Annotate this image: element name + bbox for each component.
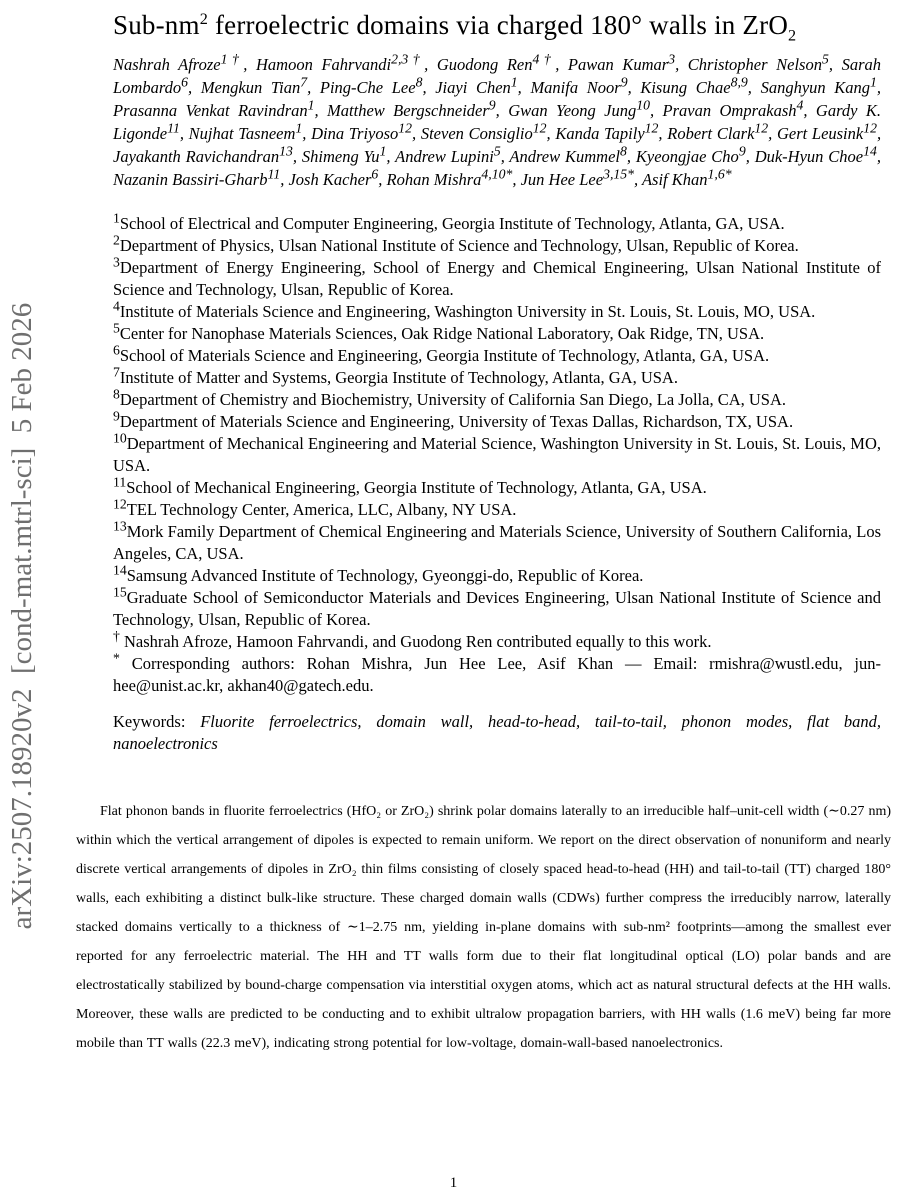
author-affiliation-marker: 1 bbox=[307, 97, 315, 113]
author-affiliation-marker: 12 bbox=[398, 120, 413, 136]
affiliation-number: 2 bbox=[113, 232, 120, 248]
author-affiliation-marker: 9 bbox=[488, 97, 496, 113]
author-name: Manifa Noor$^9$ bbox=[530, 74, 628, 97]
author-affiliation-marker: 6 bbox=[181, 74, 189, 90]
affiliation-item: $^{11}$School of Mechanical Engineering, Georgia Institute of Technology, Atlanta, GA, USA. bbox=[113, 474, 707, 497]
affiliation-item: $^9$Department of Materials Science and Engineering, University of Texas Dallas, Richardson, TX, USA. bbox=[113, 408, 794, 431]
author-affiliation-marker: 8,9 bbox=[730, 74, 748, 90]
affiliation-item: $^4$Institute of Materials Science and Engineering, Washington University in St. Louis, St. Louis, MO, USA. bbox=[113, 298, 816, 321]
keywords-line bbox=[113, 711, 881, 755]
footnote-item: † Nashrah Afroze, Hamoon Fahrvandi, and Guodong Ren contributed equally to this work. bbox=[113, 628, 712, 651]
affiliation-number: 13 bbox=[113, 518, 127, 534]
affiliation-item: $^6$School of Materials Science and Engineering, Georgia Institute of Technology, Atlanta, GA, USA. bbox=[113, 342, 770, 365]
footnote-item: * Corresponding authors: Rohan Mishra, Jun Hee Lee, Asif Khan — Email: rmishra@wustl.edu, jun-hee@unist.ac.kr, akhan40@gatech.edu. bbox=[113, 650, 881, 695]
affiliation-number: 6 bbox=[113, 342, 120, 358]
author-affiliation-marker: 1 bbox=[510, 74, 518, 90]
title-text-pre: Sub-nm bbox=[113, 10, 200, 40]
author-affiliation-marker: 11 bbox=[167, 120, 180, 136]
author-affiliation-marker: 14 bbox=[863, 143, 877, 159]
title-subscript: 2 bbox=[788, 26, 797, 45]
author-affiliation-marker: 9 bbox=[620, 74, 628, 90]
author-name: Asif Khan$^{1,6*}$ bbox=[641, 166, 732, 189]
author-name: Josh Kacher$^6$ bbox=[288, 166, 379, 189]
keywords-label: Keywords: bbox=[113, 712, 186, 731]
author-name: Hamoon Fahrvandi$^{2,3\dagger}$ bbox=[256, 51, 425, 74]
author-name: Ping-Che Lee$^8$ bbox=[319, 74, 423, 97]
affiliation-number: 5 bbox=[113, 320, 120, 336]
author-name: Shimeng Yu$^1$ bbox=[301, 143, 387, 166]
footnote-symbol: * bbox=[113, 650, 120, 666]
affiliation-number: 1 bbox=[113, 210, 120, 226]
affiliation-item: $^3$Department of Energy Engineering, School of Energy and Chemical Engineering, Ulsan National Institute of Science and Technology, Ulsan, Republic of Korea. bbox=[113, 254, 881, 299]
affiliation-item: $^{14}$Samsung Advanced Institute of Technology, Gyeonggi-do, Republic of Korea. bbox=[113, 562, 644, 585]
paper-title bbox=[113, 10, 881, 45]
footnote-list bbox=[113, 628, 881, 697]
author-name: Jayakanth Ravichandran$^{13}$ bbox=[113, 143, 293, 166]
arxiv-watermark: arXiv:2507.18920v2 [cond-mat.mtrl-sci] 5 Feb 2026 bbox=[6, 302, 38, 930]
affiliation-item: $^{13}$Mork Family Department of Chemical Engineering and Materials Science, University of Southern California, Los Angeles, CA, USA. bbox=[113, 518, 881, 563]
author-affiliation-marker: 5 bbox=[821, 51, 829, 67]
author-affiliation-marker: 4† bbox=[532, 51, 556, 67]
affiliation-item: $^{12}$TEL Technology Center, America, LLC, Albany, NY USA. bbox=[113, 496, 517, 519]
author-affiliation-marker: 10 bbox=[636, 97, 650, 113]
author-affiliation-marker: 8 bbox=[619, 143, 627, 159]
author-name: Matthew Bergschneider$^9$ bbox=[327, 97, 496, 120]
affiliation-number: 4 bbox=[113, 298, 120, 314]
author-affiliation-marker: 7 bbox=[300, 74, 308, 90]
affiliation-item: $^2$Department of Physics, Ulsan National Institute of Science and Technology, Ulsan, Republic of Korea. bbox=[113, 232, 799, 255]
author-affiliation-marker: 12 bbox=[644, 120, 659, 136]
author-affiliation-marker: 2,3† bbox=[391, 51, 425, 67]
author-name: Guodong Ren$^{4\dagger}$ bbox=[436, 51, 556, 74]
author-affiliation-marker: 9 bbox=[738, 143, 746, 159]
author-affiliation-marker: 4 bbox=[796, 97, 804, 113]
author-name: Nujhat Tasneem$^1$ bbox=[188, 120, 303, 143]
author-affiliation-marker: 5 bbox=[493, 143, 501, 159]
author-name: Jun Hee Lee$^{3,15*}$ bbox=[520, 166, 635, 189]
author-name: Gert Leusink$^{12}$ bbox=[776, 120, 877, 143]
author-name: Steven Consiglio$^{12}$ bbox=[420, 120, 547, 143]
author-affiliation-marker: 8 bbox=[415, 74, 423, 90]
author-list: Nashrah Afroze$^{1\dagger}$, Hamoon Fahrvandi$^{2,3\dagger}$, Guodong Ren$^{4\dagger}$, Pawan Kumar$^3$, Christopher Nelson$^5$, Sarah Lombardo$^6$, Mengkun Tian$^7$, Ping-Che Lee$^8$, Jiayi Chen$^1$, Manifa Noor$^9$, Kisung Chae$^{8,9}$, Sanghyun Kang$^1$, Prasanna Venkat Ravindran$^1$, Matthew Bergschneider$^9$, Gwan Yeong Jung$^{10}$, Pravan Omprakash$^4$, Gardy K. Ligonde$^{11}$, Nujhat Tasneem$^1$, Dina Triyoso$^{12}$, Steven Consiglio$^{12}$, Kanda Tapily$^{12}$, Robert Clark$^{12}$, Gert Leusink$^{12}$, Jayakanth Ravichandran$^{13}$, Shimeng Yu$^1$, Andrew Lupini$^5$, Andrew Kummel$^8$, Kyeongjae Cho$^9$, Duk-Hyun Choe$^{14}$, Nazanin Bassiri-Gharb$^{11}$, Josh Kacher$^6$, Rohan Mishra$^{4,10*}$, Jun Hee Lee$^{3,15*}$, Asif Khan$^{1,6*}$ bbox=[113, 51, 882, 189]
title-text-mid: ferroelectric domains via charged 180° walls in ZrO bbox=[208, 10, 789, 40]
author-name: Christopher Nelson$^5$ bbox=[687, 51, 829, 74]
affiliation-number: 9 bbox=[113, 408, 120, 424]
author-name: Rohan Mishra$^{4,10*}$ bbox=[386, 166, 513, 189]
author-name: Nazanin Bassiri-Gharb$^{11}$ bbox=[113, 166, 281, 189]
author-affiliation-marker: 1 bbox=[379, 143, 387, 159]
affiliation-item: $^8$Department of Chemistry and Biochemistry, University of California San Diego, La Jolla, CA, USA. bbox=[113, 386, 787, 409]
author-name: Jiayi Chen$^1$ bbox=[435, 74, 518, 97]
author-affiliation-marker: 4,10* bbox=[481, 166, 513, 182]
affiliation-number: 10 bbox=[113, 430, 127, 446]
author-name: Nashrah Afroze$^{1\dagger}$ bbox=[113, 51, 244, 74]
author-affiliation-marker: 1,6* bbox=[707, 166, 732, 182]
author-affiliation-marker: 3,15* bbox=[603, 166, 635, 182]
author-name: Robert Clark$^{12}$ bbox=[667, 120, 769, 143]
author-affiliation-marker: 11 bbox=[267, 166, 281, 182]
author-affiliation-marker: 6 bbox=[371, 166, 379, 182]
affiliation-item: $^{10}$Department of Mechanical Engineering and Material Science, Washington University in St. Louis, St. Louis, MO, USA. bbox=[113, 430, 881, 475]
affiliation-item: $^{15}$Graduate School of Semiconductor Materials and Devices Engineering, Ulsan National Institute of Science and Technology, Ulsan, Republic of Korea. bbox=[113, 584, 881, 629]
author-name: Pawan Kumar$^3$ bbox=[567, 51, 676, 74]
affiliation-list bbox=[113, 210, 881, 631]
footnote-symbol: † bbox=[113, 628, 120, 644]
author-name: Gwan Yeong Jung$^{10}$ bbox=[508, 97, 650, 120]
author-name: Kanda Tapily$^{12}$ bbox=[555, 120, 659, 143]
abstract: Flat phonon bands in fluorite ferroelectrics (HfO₂ or ZrO₂) shrink polar domains laterally to an irreducible half–unit-cell width (∼0.27 nm) within which the vertical arrangement of dipoles is expected to remain uniform. We report on the direct observation of nonuniform and nearly discrete vertical arrangements of dipoles in ZrO₂ thin films consisting of closely spaced head-to-head (HH) and tail-to-tail (TT) charged 180° walls, each exhibiting a distinct bulk-like structure. These charged domain walls (CDWs) further compress the irreducibly narrow, laterally stacked domains vertically to a thickness of ∼1–2.75 nm, yielding in-plane domains with sub-nm² footprints—among the smallest ever reported for any ferroelectric material. The HH and TT walls form due to their flat longitudinal optical (LO) polar bands and are electrostatically stabilized by bound-charge compensation via interstitial oxygen atoms, which act as natural structural defects at the HH walls. Moreover, these walls are predicted to be conducting and to exhibit ultralow propagation barriers, with HH walls (1.6 meV) being far more mobile than TT walls (22.3 meV), indicating strong potential for low-voltage, domain-wall-based nanoelectronics. bbox=[76, 804, 891, 1051]
affiliation-number: 15 bbox=[113, 584, 127, 600]
author-affiliation-marker: 12 bbox=[532, 120, 547, 136]
affiliation-number: 3 bbox=[113, 254, 120, 270]
author-affiliation-marker: 1 bbox=[295, 120, 303, 136]
affiliation-item: $^1$School of Electrical and Computer Engineering, Georgia Institute of Technology, Atlanta, GA, USA. bbox=[113, 210, 785, 233]
affiliation-item: $^5$Center for Nanophase Materials Sciences, Oak Ridge National Laboratory, Oak Ridge, TN, USA. bbox=[113, 320, 765, 343]
author-name: Sanghyun Kang$^1$ bbox=[760, 74, 877, 97]
keywords-text: Fluorite ferroelectrics, domain wall, head-to-head, tail-to-tail, phonon modes, flat band, nanoelectronics bbox=[113, 712, 881, 753]
affiliation-number: 12 bbox=[113, 496, 127, 512]
author-name: Pravan Omprakash$^4$ bbox=[662, 97, 804, 120]
affiliation-number: 14 bbox=[113, 562, 127, 578]
affiliation-number: 11 bbox=[113, 474, 127, 490]
affiliation-number: 7 bbox=[113, 364, 120, 380]
title-superscript: 2 bbox=[199, 10, 209, 28]
author-name: Duk-Hyun Choe$^{14}$ bbox=[754, 143, 877, 166]
page-number: 1 bbox=[449, 1175, 458, 1191]
affiliation-item: $^7$Institute of Matter and Systems, Georgia Institute of Technology, Atlanta, GA, USA. bbox=[113, 364, 678, 387]
author-name: Sarah Lombardo$^6$ bbox=[113, 55, 881, 97]
author-affiliation-marker: 12 bbox=[863, 120, 877, 136]
author-name: Kisung Chae$^{8,9}$ bbox=[640, 74, 748, 97]
author-name: Kyeongjae Cho$^9$ bbox=[635, 143, 746, 166]
author-affiliation-marker: 1 bbox=[870, 74, 877, 90]
author-affiliation-marker: 1† bbox=[220, 51, 244, 67]
author-affiliation-marker: 12 bbox=[754, 120, 769, 136]
affiliation-number: 8 bbox=[113, 386, 120, 402]
author-affiliation-marker: 13 bbox=[279, 143, 293, 159]
author-name: Gardy K. Ligonde$^{11}$ bbox=[113, 101, 882, 143]
author-name: Prasanna Venkat Ravindran$^1$ bbox=[113, 97, 315, 120]
author-name: Mengkun Tian$^7$ bbox=[200, 74, 308, 97]
author-affiliation-marker: 3 bbox=[668, 51, 676, 67]
author-name: Andrew Kummel$^8$ bbox=[509, 143, 627, 166]
author-name: Andrew Lupini$^5$ bbox=[395, 143, 501, 166]
author-name: Dina Triyoso$^{12}$ bbox=[311, 120, 413, 143]
